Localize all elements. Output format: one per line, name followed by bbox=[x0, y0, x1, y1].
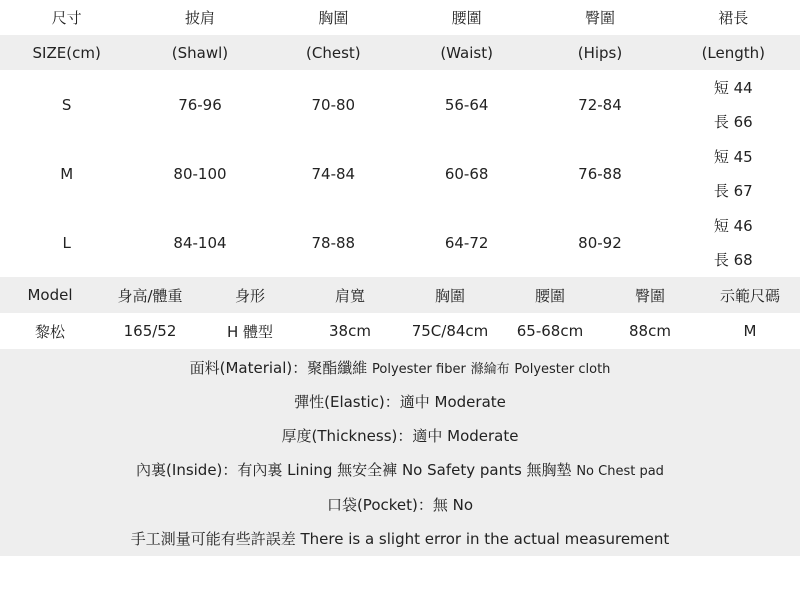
model-header-height-weight: 身高/體重 bbox=[117, 286, 183, 305]
material-note bbox=[0, 351, 800, 385]
header-length-cn: 裙長 bbox=[718, 9, 749, 27]
model-height-weight: 165/52 bbox=[123, 322, 177, 340]
model-header-size: 示範尺碼 bbox=[719, 286, 780, 305]
model-header-waist: 腰圍 bbox=[534, 286, 565, 305]
model-header-row bbox=[0, 277, 800, 313]
header-chest-en: (Chest) bbox=[306, 43, 361, 62]
hips-value: 76-88 bbox=[578, 164, 622, 183]
hips-value: 80-92 bbox=[578, 233, 622, 252]
model-waist: 65-68cm bbox=[516, 322, 584, 340]
thickness-note: 厚度(Thickness)：適中 Moderate bbox=[281, 427, 519, 445]
pocket-note: 口袋(Pocket)：無 No bbox=[326, 496, 474, 514]
error-note: 手工測量可能有些許誤差 There is a slight error in the actual measurement bbox=[130, 530, 670, 548]
header-shawl-cn: 披肩 bbox=[184, 9, 215, 27]
inside-note bbox=[0, 453, 800, 487]
shawl-value: 80-100 bbox=[173, 164, 227, 183]
chest-value: 74-84 bbox=[311, 164, 356, 183]
model-header-shoulder: 肩寬 bbox=[334, 286, 365, 305]
model-header-model: Model bbox=[27, 286, 73, 304]
inside-chest-pad: No Chest pad bbox=[576, 464, 664, 479]
material-cloth-en: Polyester cloth bbox=[514, 362, 611, 377]
model-header-chest: 胸圍 bbox=[434, 286, 465, 305]
material-label: 面料(Material)：聚酯纖維 bbox=[189, 359, 368, 377]
length-values bbox=[667, 70, 800, 139]
length-long: 長 67 bbox=[713, 182, 753, 201]
header-waist-cn: 腰圍 bbox=[451, 9, 482, 27]
size-row-m bbox=[0, 139, 800, 208]
size-label: S bbox=[61, 95, 72, 114]
model-chest: 75C/84cm bbox=[411, 322, 489, 340]
model-row bbox=[0, 313, 800, 349]
length-short: 短 45 bbox=[713, 147, 753, 166]
header-size-en: SIZE(cm) bbox=[32, 43, 101, 62]
length-short: 短 46 bbox=[713, 216, 753, 235]
model-hips: 88cm bbox=[629, 322, 671, 340]
chest-value: 78-88 bbox=[311, 233, 356, 252]
size-row-l bbox=[0, 208, 800, 277]
waist-value: 64-72 bbox=[444, 233, 489, 252]
model-header-hips: 臀圍 bbox=[634, 286, 665, 305]
waist-value: 60-68 bbox=[444, 164, 489, 183]
header-chest-cn: 胸圍 bbox=[318, 9, 349, 27]
model-body-type: H 體型 bbox=[226, 322, 274, 341]
size-row-s bbox=[0, 70, 800, 139]
model-header-body-type: 身形 bbox=[234, 286, 265, 305]
hips-value: 72-84 bbox=[578, 95, 622, 114]
length-long: 長 68 bbox=[713, 251, 753, 270]
inside-lining: 內裏(Inside)：有內裏 Lining 無安全褲 No Safety pants 無胸墊 bbox=[136, 461, 572, 479]
elastic-note: 彈性(Elastic)：適中 Moderate bbox=[294, 393, 506, 411]
model-name: 黎松 bbox=[34, 322, 65, 341]
shawl-value: 84-104 bbox=[173, 233, 227, 252]
header-hips-cn: 臀圍 bbox=[584, 9, 615, 27]
material-fiber: Polyester fiber bbox=[372, 362, 466, 377]
model-shoulder: 38cm bbox=[329, 322, 371, 340]
model-size: M bbox=[743, 322, 757, 340]
material-cloth-cn: 滌綸布 bbox=[470, 362, 510, 377]
size-label: L bbox=[62, 233, 71, 252]
waist-value: 56-64 bbox=[444, 95, 489, 114]
size-header-en-row bbox=[0, 35, 800, 70]
length-long: 長 66 bbox=[713, 113, 753, 132]
length-short: 短 44 bbox=[713, 78, 753, 97]
header-hips-en: (Hips) bbox=[577, 43, 623, 62]
size-header-cn-row bbox=[0, 0, 800, 35]
header-size-cn: 尺寸 bbox=[51, 9, 82, 27]
header-length-en: (Length) bbox=[701, 43, 766, 62]
chest-value: 70-80 bbox=[311, 95, 356, 114]
header-shawl-en: (Shawl) bbox=[171, 43, 229, 62]
size-label: M bbox=[60, 164, 74, 183]
header-waist-en: (Waist) bbox=[440, 43, 493, 62]
length-values bbox=[667, 139, 800, 208]
shawl-value: 76-96 bbox=[178, 95, 222, 114]
length-values bbox=[667, 208, 800, 277]
